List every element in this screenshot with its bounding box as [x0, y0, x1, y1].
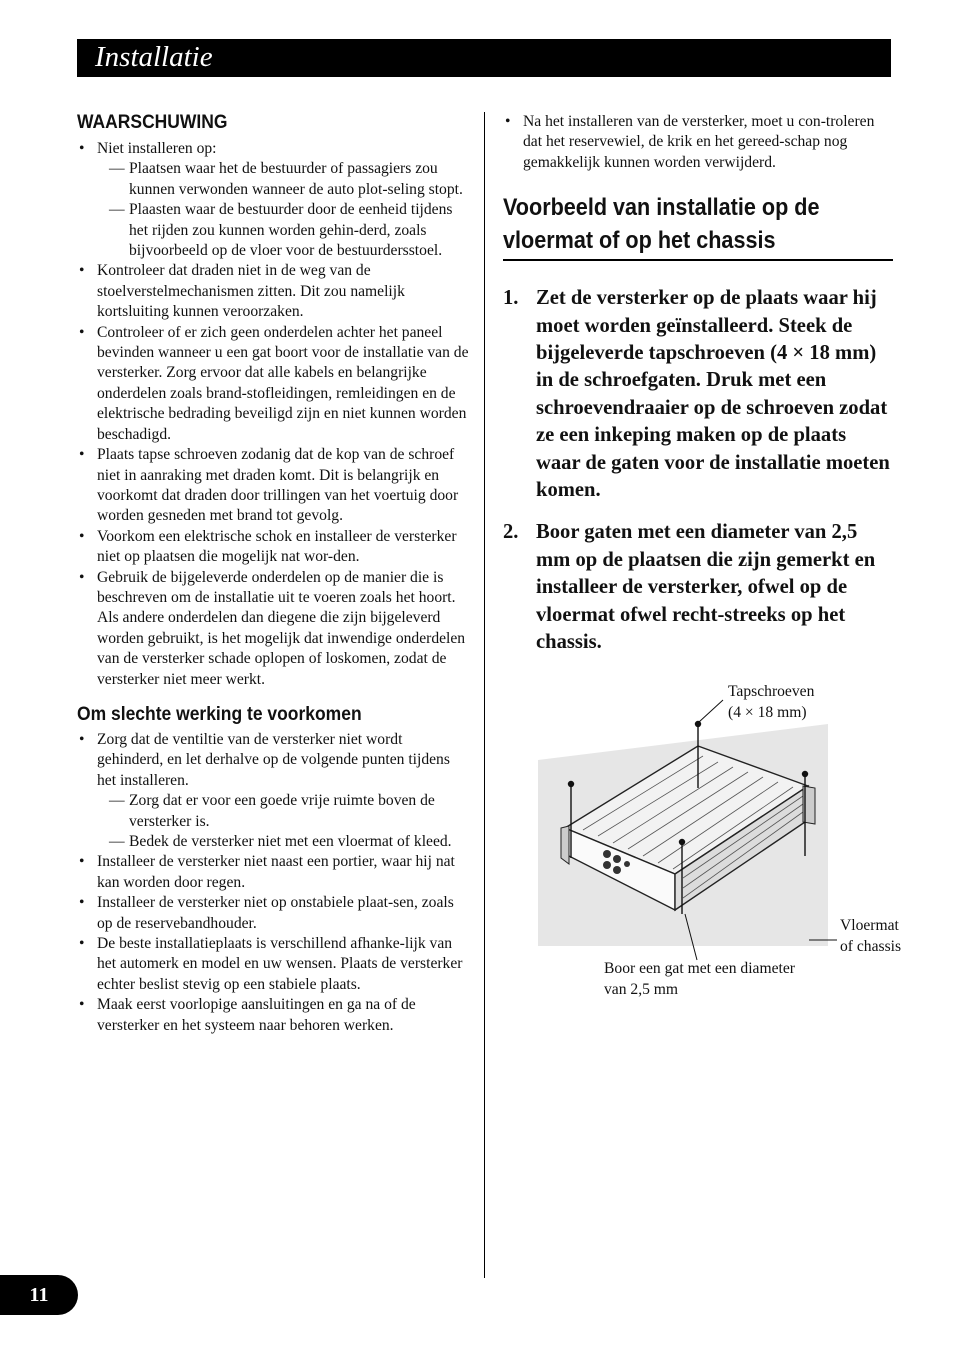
page-title: Installatie — [95, 41, 213, 73]
screws-size-label: (4 × 18 mm) — [728, 704, 807, 721]
header-bar — [77, 39, 891, 77]
section-heading — [503, 191, 893, 261]
floor-label: Vloermat — [840, 917, 899, 934]
list-item — [77, 323, 469, 445]
top-bullet-list — [503, 112, 893, 173]
step-number: 1. — [503, 287, 519, 310]
list-item — [77, 852, 469, 893]
list-item — [77, 445, 469, 527]
sub-item-text: Zorg dat er voor een goede vrije ruimte boven de versterker is. — [129, 792, 435, 830]
step-text: Boor gaten met een diameter van 2,5 mm op de plaatsen die zijn gemerkt en installeer de versterker, ofwel op de vloermat ofwel recht-streeks op het chassis. — [536, 521, 876, 654]
list-item-text: De beste installatieplaats is verschillend afhanke-lijk van het automerk en model en uw wensen. Plaats de versterker echter beslist stevig op een stabiele plaats. — [97, 935, 463, 993]
list-item-text: Installeer de versterker niet op onstabiele plaat-sen, zoals op de reservebandhouder. — [97, 894, 454, 932]
section-heading-line-1: Voorbeeld van installatie op de — [503, 194, 820, 222]
sub-item — [77, 200, 469, 261]
list-item-text: Plaats tapse schroeven zodanig dat de kop van de schroef niet in aanraking met draden komt. Dit is belangrijk en voorkomt dat draden door trillingen van het voertuig door worden gesneden met brand tot gevolg. — [97, 446, 459, 525]
drill-label-2: van 2,5 mm — [604, 981, 679, 998]
drill-label: Boor een gat met een diameter — [604, 960, 795, 977]
step-2 — [503, 519, 893, 656]
sub-item — [77, 832, 469, 852]
list-item — [77, 934, 469, 995]
dash-mark: — — [109, 792, 125, 810]
list-item — [77, 893, 469, 934]
sub-item-text: Plaatsen waar het de bestuurder of passagiers zou kunnen verwonden wanneer de auto plot-seling stopt. — [129, 160, 463, 198]
list-item — [77, 527, 469, 568]
malfunction-list — [77, 730, 469, 1036]
list-item — [77, 139, 469, 261]
list-item — [77, 995, 469, 1036]
list-item-text: Maak eerst voorlopige aansluitingen en ga na of de versterker en het systeem naar behoren werken. — [97, 996, 416, 1034]
warning-list — [77, 139, 469, 690]
list-item-text: Kontroleer dat draden niet in de weg van de stoelverstelmechanismen zitten. Dit zou namelijk kortsluiting kunnen veroorzaken. — [97, 262, 405, 321]
list-item — [77, 730, 469, 852]
list-item-text: Gebruik de bijgeleverde onderdelen op de manier die is beschreven om de installatie uit te voeren zoals het hoort. Als andere onderdelen dan diegene die zijn bijgeleverd worden gebruikt, is het mogelijk dat inwendige onderdelen van de versterker schade oplopen of loskomen, zodat de versterker niet meer werkt. — [97, 568, 466, 688]
dash-mark: — — [109, 201, 125, 219]
dash-mark: — — [109, 160, 125, 178]
screws-label: Tapschroeven — [728, 683, 815, 700]
floor-label-2: of chassis — [840, 938, 902, 955]
page-number: 11 — [0, 1275, 78, 1315]
list-item-text: Zorg dat de ventiltie van de versterker niet wordt gehinderd, en let derhalve op de volgende punten tijdens het installeren. — [97, 730, 450, 789]
list-item — [77, 568, 469, 690]
section-heading-line-2: vloermat of op het chassis — [503, 227, 776, 255]
list-item-text: Installeer de versterker niet naast een portier, waar hij nat kan worden door regen. — [97, 853, 455, 891]
sub-item — [77, 159, 469, 200]
column-divider — [484, 112, 485, 1278]
sub-item — [77, 791, 469, 832]
step-1 — [503, 285, 893, 504]
right-column — [503, 112, 893, 657]
list-item: • Na het installeren van de versterker, moet u con-troleren dat het reservewiel, de krik en het gereed-schap nog gemakkelijk kunnen worden verwijderd. — [503, 112, 893, 173]
list-item-text: Controleer of er zich geen onderdelen achter het paneel bevinden wanneer u een gat boort voor de installatie van de versterker. Zorg ervoor dat alle kabels en belangrijke onderdelen zoals brand-stofleidingen, remleidingen en de elektrische bedrading beveiligd zijn en niet kunnen worden beschadigd. — [97, 323, 469, 443]
installation-figure — [503, 678, 923, 1008]
sub-item-text: Plaasten waar de bestuurder door de eenheid tijdens het rijden zou kunnen worden gehin-derd, zoals bijvoorbeeld op de vloer voor de bestuurdersstoel. — [129, 201, 453, 260]
warning-title: WAARSCHUWING — [77, 112, 228, 133]
list-item-text: Niet installeren op: — [97, 140, 217, 157]
sub-item-text: Bedek de versterker niet met een vloermat of kleed. — [129, 833, 452, 850]
subsection-title: Om slechte werking te voorkomen — [77, 703, 362, 725]
list-item-text: Voorkom een elektrische schok en installeer de versterker niet op plaatsen die mogelijk nat wor-den. — [97, 527, 457, 566]
list-item — [77, 261, 469, 322]
dash-mark: — — [109, 833, 125, 850]
left-column — [77, 112, 469, 1036]
step-number: 2. — [503, 521, 519, 544]
step-text: Zet de versterker op de plaats waar hij moet worden geïnstalleerd. Steek de bijgeleverde tapschroeven (4 × 18 mm) in de schroefgaten. Druk met een schroevendraaier op de schroeven zodat ze een inkeping maken op de plaats waar de gaten voor de installatie moeten komen. — [536, 287, 890, 502]
